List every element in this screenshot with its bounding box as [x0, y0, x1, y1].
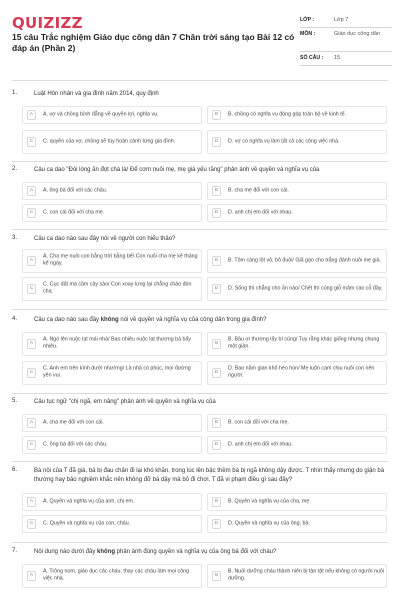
option-text: A. Quyền và nghĩa vụ của anh, chị em. [43, 498, 135, 505]
question-number: 3. [12, 235, 18, 241]
option-c[interactable] [22, 515, 202, 533]
option-text: C. quyền của vợ, chồng sẽ tùy hoàn cảnh từng gia đình. [43, 138, 176, 145]
option-a[interactable] [22, 414, 202, 432]
option-a[interactable] [22, 249, 202, 273]
option-text: C. Anh em trên kính dưới nhường/ Là nhà có phúc, mọi đường yên vui. [43, 365, 191, 379]
option-letter: A [27, 256, 36, 266]
question-number: 1. [12, 90, 18, 96]
option-a[interactable] [22, 182, 202, 200]
option-text: D. vợ có nghĩa vụ làm tất cả các công việc nhà. [228, 138, 340, 145]
option-d[interactable] [207, 515, 387, 533]
question-divider [12, 461, 388, 462]
option-text: B. Nuôi dưỡng cháu thành niên bị tàn tật nếu không có người nuôi dưỡng. [228, 568, 384, 582]
option-text: A. cha mẹ đối với con cái. [43, 419, 104, 426]
option-text: B. Tôm càng lột vỏ, bỏ đuôi/ Giã gạo cho trắng đánh nuôi mẹ già. [228, 257, 382, 264]
option-letter: A [27, 497, 36, 507]
option-text: B. Bầu ơi thương lấy bí cùng/ Tuy rằng khác giống nhưng chung một giàn. [228, 336, 380, 350]
question-divider [12, 393, 388, 394]
question-text [34, 548, 386, 557]
option-letter: B [212, 186, 221, 196]
question-text-part: nói về quyền và nghĩa vụ của công dân trong gia đình? [118, 317, 267, 323]
option-letter: D [212, 440, 221, 450]
meta-value: Lớp 7 [334, 17, 349, 23]
option-text: B. cha mẹ đối với con cái. [228, 187, 289, 194]
option-letter: D [212, 137, 221, 147]
option-text: A. Ngó lên nuộc lạt mái nhà/ Bao nhiêu nuộc lạt thương bà bấy nhiêu. [43, 336, 192, 350]
option-c[interactable] [22, 204, 202, 222]
question-3 [12, 235, 388, 307]
option-d[interactable] [207, 436, 387, 454]
option-c[interactable] [22, 277, 202, 301]
option-letter: C [27, 368, 36, 378]
option-letter: D [212, 208, 221, 218]
question-6 [12, 467, 388, 541]
option-text: B. Quyền và nghĩa vụ của cha, mẹ [228, 498, 310, 505]
option-text: D. Quyền và nghĩa vụ của ông, bà. [228, 520, 310, 527]
question-text: Luật Hôn nhân và gia đình năm 2014, quy định [34, 91, 159, 97]
question-text: Bà nội của T đã già, bà bị đau chân đi lại khó khăn, trong lúc lên bậc thềm bà bị ngã không dậy được. T nhìn thấy nhưng do giận bà thường hay bảo nghiêm khắc nên không đỡ bà dậy mà bỏ đi chơi. T đã vi phạm điều gì sau đây? [34, 468, 385, 483]
question-number: 2. [12, 166, 18, 172]
option-text: D. Sống thì chẳng cho ăn nào/ Chết thì cúng giỗ mâm cao cỗ đầy. [228, 285, 383, 292]
option-letter: A [27, 571, 36, 581]
option-letter: D [212, 368, 221, 378]
meta-table [300, 14, 392, 66]
option-text: D. Bao năm gian khổ héo hon/ Mẹ luôn cam chịu nuôi con nên người. [228, 365, 375, 379]
option-b[interactable] [207, 106, 387, 124]
option-letter: A [27, 418, 36, 428]
option-letter: D [212, 284, 221, 294]
option-letter: B [212, 256, 221, 266]
option-text: C. Quyền và nghĩa vụ của con, cháu. [43, 520, 131, 527]
meta-row-class [300, 14, 392, 28]
option-letter: B [212, 497, 221, 507]
option-letter: C [27, 440, 36, 450]
option-a[interactable] [22, 106, 202, 124]
option-text: A. Cha mẹ nuôi con bằng trời bằng bể/ Con nuôi cha mẹ kể tháng kể ngày. [43, 253, 198, 267]
question-divider [12, 229, 388, 230]
option-letter: A [27, 186, 36, 196]
meta-row-subject [300, 28, 392, 52]
meta-row-count [300, 52, 392, 66]
option-a[interactable] [22, 332, 202, 356]
question-text: Câu ca dao "Đói lòng ăn đọt chà là/ Để cơm nuôi mẹ, mẹ già yếu răng" phản ánh về quyền và nghĩa vụ của [34, 167, 320, 173]
option-letter: B [212, 339, 221, 349]
option-letter: B [212, 418, 221, 428]
option-c[interactable] [22, 130, 202, 154]
question-1 [12, 90, 388, 160]
option-letter: A [27, 110, 36, 120]
option-text: A. vợ và chồng bình đẳng về quyền lợi, nghĩa vụ. [43, 111, 159, 118]
question-text-part: Nội dung nào dưới đây [34, 549, 97, 555]
option-b[interactable] [207, 249, 387, 273]
option-text: B. chồng có nghĩa vụ đóng góp toàn bộ về kinh tế. [228, 111, 347, 118]
option-text: C. Cục đất mà cầm cây sào/ Con xoay lưng lại chẳng chào đón cha. [43, 281, 192, 295]
option-letter: C [27, 284, 36, 294]
option-letter: C [27, 208, 36, 218]
question-text-emphasis: không [97, 549, 115, 555]
option-text: C. ông bà đối với các cháu. [43, 441, 108, 448]
question-text-part: Câu ca dao nào sau đây [34, 317, 101, 323]
question-number: 6. [12, 467, 18, 473]
option-b[interactable] [207, 493, 387, 511]
option-text: A. ông bà đối với các cháu. [43, 187, 108, 194]
option-text: A. Trông nom, giáo dục các cháu; thay các cháu làm mọi công việc nhà. [43, 568, 190, 582]
option-c[interactable] [22, 361, 202, 385]
option-letter: C [27, 137, 36, 147]
option-b[interactable] [207, 414, 387, 432]
option-text: D. anh chị em đối với nhau. [228, 209, 293, 216]
question-text-part: phản ánh đúng quyền và nghĩa vụ của ông bà đối với cháu? [115, 549, 277, 555]
option-b[interactable] [207, 564, 387, 588]
question-text: Câu tục ngữ "chị ngã, em nâng" phản ánh về quyền và nghĩa vụ của [34, 399, 216, 405]
option-letter: B [212, 571, 221, 581]
question-divider [12, 161, 388, 162]
option-letter: D [212, 519, 221, 529]
option-text: D. anh chị em đối với nhau. [228, 441, 293, 448]
option-d[interactable] [207, 277, 387, 301]
header-divider [12, 80, 388, 81]
page-title: 15 câu Trắc nghiệm Giáo dục công dân 7 Chân trời sáng tạo Bài 12 có đáp án (Phần 2) [12, 32, 295, 54]
meta-value: Giáo dục công dân [334, 31, 381, 37]
option-letter: A [27, 339, 36, 349]
question-text-emphasis: không [100, 317, 119, 323]
question-5 [12, 398, 388, 458]
meta-value: 15 [334, 55, 341, 61]
meta-label: MÔN : [300, 31, 316, 37]
question-divider [12, 542, 388, 543]
meta-label: LỚP : [300, 17, 315, 23]
option-letter: C [27, 519, 36, 529]
option-text: C. con cái đối với cha mẹ. [43, 209, 105, 216]
option-text: B. con cái đối với cha mẹ. [228, 419, 289, 426]
question-text [34, 316, 386, 325]
option-b[interactable] [207, 182, 387, 200]
worksheet-header [0, 0, 400, 78]
option-d[interactable] [207, 204, 387, 222]
question-number: 4. [12, 316, 18, 322]
question-7 [12, 548, 388, 600]
option-a[interactable] [22, 493, 202, 511]
question-divider [12, 309, 388, 310]
option-c[interactable] [22, 436, 202, 454]
question-number: 5. [12, 398, 18, 404]
option-d[interactable] [207, 361, 387, 385]
option-a[interactable] [22, 564, 202, 588]
question-number: 7. [12, 548, 18, 554]
option-b[interactable] [207, 332, 387, 356]
question-text: Câu ca dao nào sau đây nói về người con hiếu thảo? [34, 236, 176, 242]
quizizz-logo[interactable]: QUIZIZZ [12, 14, 83, 32]
question-4 [12, 316, 388, 390]
question-2 [12, 166, 388, 226]
option-letter: B [212, 110, 221, 120]
option-d[interactable] [207, 130, 387, 154]
meta-label: SỐ CÂU : [300, 55, 324, 61]
